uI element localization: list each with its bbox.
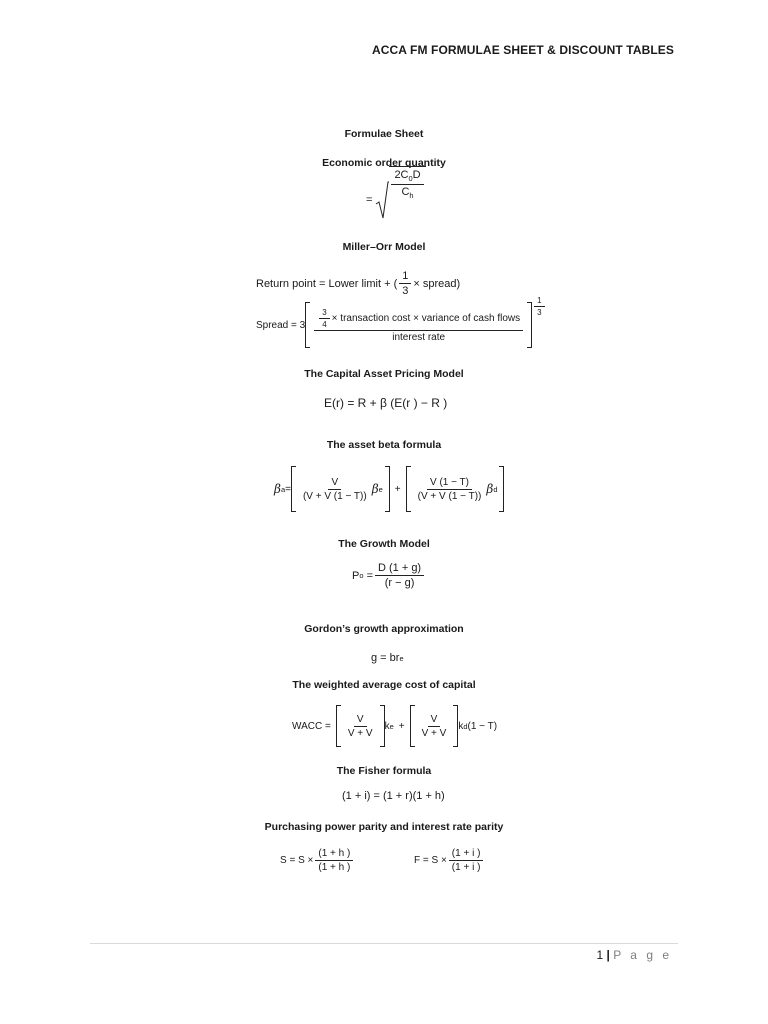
- square-root-icon: [375, 180, 389, 220]
- footer-divider: [90, 943, 678, 944]
- asset-beta-formula: β a = $\frac{V}{(V + V (1 - T))}$ β e + $\frac{V (1 - T)}{(V + V (1 - T))}$ β d: [274, 466, 504, 512]
- spread-formula: Spread = 3 $\frac{3}{4}$ × transaction cost × variance of cash flows interest rate $\frac{1}{3}$: [256, 302, 547, 348]
- formulae-sheet-title: Formulae Sheet: [344, 128, 424, 140]
- ppp-formula: S = S × $\frac{(1 + h )}{(1 + h )}$: [280, 848, 355, 873]
- page-word: P a g e: [613, 948, 672, 962]
- gordon-formula: g = br e: [371, 652, 404, 664]
- page-separator: |: [606, 948, 610, 962]
- capm-title: The Capital Asset Pricing Model: [304, 368, 464, 380]
- page-footer: [596, 948, 672, 962]
- return-point-formula: Return point = Lower limit + ( $\frac{1}{3}$ × spread): [256, 270, 461, 297]
- growth-model-formula: P o = $\frac{D (1 + g)}{(r - g)}$: [352, 562, 426, 589]
- wacc-title: The weighted average cost of capital: [292, 679, 476, 691]
- fisher-formula: (1 + i) = (1 + r)(1 + h): [342, 790, 445, 802]
- document-header-title: ACCA FM FORMULAE SHEET & DISCOUNT TABLES: [372, 43, 674, 57]
- wacc-formula: WACC = $\frac{V}{V + V}$ k e + $\frac{V}{V + V}$ k d (1 − T): [292, 705, 497, 747]
- capm-formula: E(r) = R + β (E(r ) − R ): [324, 396, 448, 410]
- irp-formula: F = S × $\frac{(1 + i )}{(1 + i )}$: [414, 848, 485, 873]
- page-number: 1: [596, 948, 604, 962]
- gordon-title: Gordon’s growth approximation: [304, 623, 464, 635]
- eoq-title: Economic order quantity: [322, 157, 446, 169]
- growth-model-title: The Growth Model: [338, 538, 430, 550]
- miller-orr-title: Miller–Orr Model: [342, 241, 426, 253]
- fisher-title: The Fisher formula: [336, 765, 432, 777]
- ppp-irp-title: Purchasing power parity and interest rate parity: [264, 821, 504, 833]
- eoq-formula: = $\frac{2C_0D}{C_h}$: [366, 180, 426, 220]
- asset-beta-title: The asset beta formula: [326, 439, 442, 451]
